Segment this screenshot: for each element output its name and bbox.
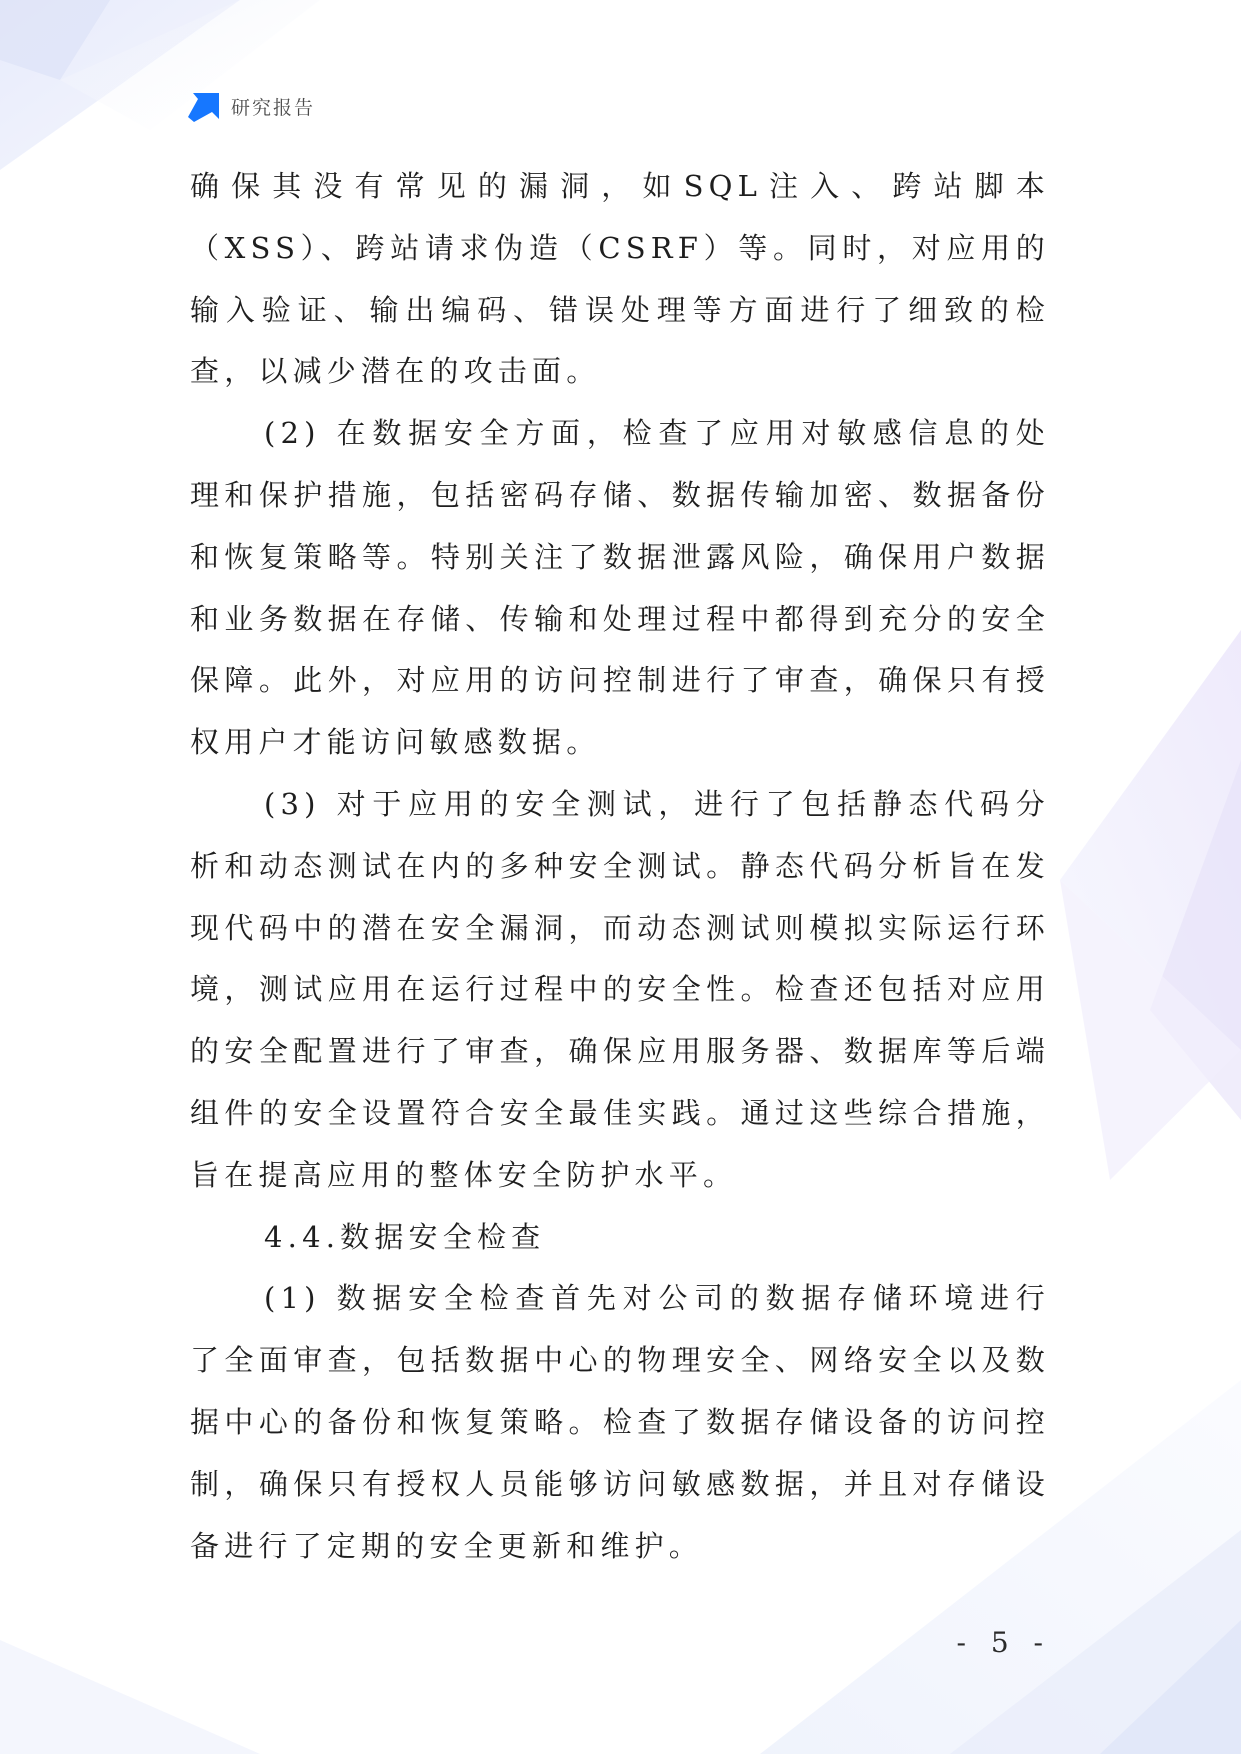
paragraph-continued: 确保其没有常见的漏洞，如SQL注入、跨站脚本（XSS）、跨站请求伪造（CSRF）等。同时，对应用的输入验证、输出编码、错误处理等方面进行了细致的检查，以减少潜在的攻击面。	[190, 169, 1050, 389]
arrow-up-right-icon	[187, 89, 221, 123]
paragraph-security-testing: (3) 对于应用的安全测试，进行了包括静态代码分析和动态测试在内的多种安全测试。静态代码分析旨在发现代码中的潜在安全漏洞，而动态测试则模拟实际运行环境，测试应用在运行过程中的安全性。检查还包括对应用的安全配置进行了审查，确保应用服务器、数据库等后端组件的安全设置符合安全最佳实践。通过这些综合措施，旨在提高应用的整体安全防护水平。	[190, 786, 1050, 1192]
paragraph-data-security: (2) 在数据安全方面，检查了应用对敏感信息的处理和保护措施，包括密码存储、数据传输加密、数据备份和恢复策略等。特别关注了数据泄露风险，确保用户数据和业务数据在存储、传输和处理过程中都得到充分的安全保障。此外，对应用的访问控制进行了审查，确保只有授权用户才能访问敏感数据。	[190, 416, 1050, 760]
section-heading: 4.4.数据安全检查	[264, 1219, 546, 1254]
header-title: 研究报告	[231, 96, 316, 119]
page-number: - 5 -	[956, 1626, 1051, 1659]
paragraph-data-storage-review: (1) 数据安全检查首先对公司的数据存储环境进行了全面审查，包括数据中心的物理安全、网络安全以及数据中心的备份和恢复策略。检查了数据存储设备的访问控制，确保只有授权人员能够访问敏感数据，并且对存储设备进行了定期的安全更新和维护。	[190, 1281, 1050, 1563]
page-header	[187, 88, 315, 124]
report-body	[190, 156, 1050, 1577]
